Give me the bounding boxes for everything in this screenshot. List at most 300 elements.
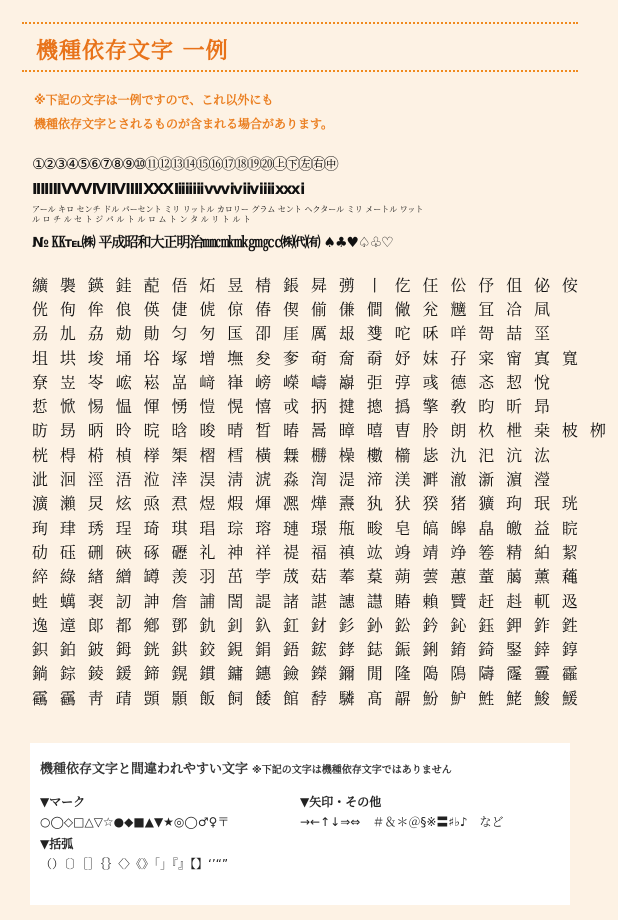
kanji-char: 鋿 — [32, 664, 49, 684]
kanji-char: 茁 — [227, 567, 244, 587]
kanji-char: 偀 — [143, 299, 160, 319]
kanji-char: 絈 — [534, 542, 551, 562]
kanji-char: 侚 — [59, 299, 76, 319]
kanji-char: 栁 — [589, 421, 606, 441]
kanji-char: 倞 — [227, 299, 244, 319]
kanji-char: 霳 — [506, 664, 523, 684]
kanji-char: 墲 — [227, 348, 244, 368]
kanji-char: 蕫 — [478, 567, 495, 587]
kanji-char: 埇 — [115, 348, 132, 368]
kanji-char: 枻 — [506, 421, 523, 441]
kanji-char: 叝 — [338, 324, 355, 344]
kanji-char: 偆 — [255, 299, 272, 319]
kanji-char: 渼 — [394, 470, 411, 490]
kanji-char: 贒 — [450, 591, 467, 611]
kanji-char: 﨤 — [561, 591, 578, 611]
kanji-char: 勛 — [143, 324, 160, 344]
kanji-char: 鈆 — [394, 615, 411, 635]
kanji-char: 峵 — [115, 372, 132, 392]
kanji-char: 銈 — [115, 275, 132, 295]
kanji-char: 譿 — [366, 591, 383, 611]
note-line-1: ※下記の文字は一例ですので、これ以外にも — [34, 93, 274, 107]
kanji-char: 凞 — [283, 494, 300, 514]
kanji-char: 嶸 — [283, 372, 300, 392]
kanji-char: 飼 — [227, 688, 244, 708]
kanji-char: 鉎 — [561, 615, 578, 635]
kanji-char: 鑈 — [338, 664, 355, 684]
kanji-char: 泚 — [32, 470, 49, 490]
mark-label: ▼マーク — [40, 795, 86, 809]
kanji-char: 鮻 — [534, 688, 551, 708]
kanji-char: 諶 — [310, 591, 327, 611]
kanji-char: 靏 — [59, 688, 76, 708]
kanji-char: 薰 — [534, 567, 551, 587]
kanji-char: 悊 — [32, 397, 49, 417]
kanji-char: 魵 — [422, 688, 439, 708]
kanji-char: 淲 — [255, 470, 272, 490]
kanji-char: 皜 — [422, 518, 439, 538]
kanji-char: 咊 — [422, 324, 439, 344]
kanji-char: 俉 — [171, 275, 188, 295]
kanji-char: 礰 — [171, 542, 188, 562]
kanji-char: 寘 — [534, 348, 551, 368]
kanji-char: 匇 — [199, 324, 216, 344]
kanji-char: 仡 — [394, 275, 411, 295]
kanji-char: 隝 — [450, 664, 467, 684]
kanji-char: 擎 — [422, 397, 439, 417]
mark-symbols: ○◯◇□△▽☆●◆■▲▼★◎◯♂♀〒 — [40, 815, 230, 829]
kanji-char: 馞 — [310, 688, 327, 708]
kanji-row — [32, 466, 572, 490]
kanji-row — [32, 685, 578, 709]
kanji-char: 惕 — [87, 397, 104, 417]
kanji-char: 橫 — [255, 445, 272, 465]
kanji-char: 赶 — [478, 591, 495, 611]
kanji-char: 昞 — [87, 421, 104, 441]
kanji-char: 硤 — [115, 542, 132, 562]
kanji-char: 昤 — [115, 421, 132, 441]
top-dotted-divider — [22, 22, 578, 24]
kanji-char: 鋙 — [283, 640, 300, 660]
kanji-char: 愠 — [115, 397, 132, 417]
kanji-char: 汯 — [534, 445, 551, 465]
kanji-char: 蘒 — [561, 567, 578, 587]
kanji-char: 晗 — [171, 421, 188, 441]
kanji-char: 昻 — [534, 397, 551, 417]
kanji-char: 鉧 — [115, 640, 132, 660]
kanji-char: 皦 — [506, 518, 523, 538]
kanji-char: 溿 — [422, 470, 439, 490]
kanji-char: 閒 — [366, 664, 383, 684]
kanji-char: 﨑 — [199, 372, 216, 392]
kanji-char: 纊 — [32, 275, 49, 295]
kanji-char: 錞 — [561, 640, 578, 660]
kanji-char: 侔 — [87, 299, 104, 319]
kanji-char: 鮱 — [506, 688, 523, 708]
kanji-char: 昉 — [32, 421, 49, 441]
arrow-label: ▼矢印・その他 — [300, 795, 382, 809]
kanji-char: 兤 — [450, 299, 467, 319]
kanji-char: 﨡 — [32, 591, 49, 611]
kanji-char: 俿 — [199, 299, 216, 319]
kanji-char: 淏 — [199, 470, 216, 490]
bracket-label: ▼括弧 — [40, 837, 74, 851]
kanji-row — [32, 321, 572, 345]
kanji-char: 櫢 — [366, 445, 383, 465]
kanji-char: 鈹 — [87, 640, 104, 660]
kanji-row — [32, 588, 578, 612]
kanji-char: 綷 — [32, 567, 49, 587]
kanji-char: 釚 — [199, 615, 216, 635]
kanji-char: 弴 — [394, 372, 411, 392]
kanji-row — [32, 539, 578, 563]
kanji-char: 喆 — [506, 324, 523, 344]
kanji-char: 兊 — [422, 299, 439, 319]
kanji-char: 悅 — [534, 372, 551, 392]
kanji-char: 煜 — [199, 494, 216, 514]
kanji-char: 靕 — [115, 688, 132, 708]
kanji-char: 祥 — [255, 542, 272, 562]
kanji-char: 諟 — [255, 591, 272, 611]
kanji-char: 珵 — [115, 518, 132, 538]
kanji-char: 琪 — [171, 518, 188, 538]
kanji-char: 崧 — [143, 372, 160, 392]
kanji-char: 寀 — [478, 348, 495, 368]
kanji-char: 橆 — [283, 445, 300, 465]
kanji-char: 曺 — [394, 421, 411, 441]
kanji-char: 夋 — [255, 348, 272, 368]
kanji-char: 冝 — [478, 299, 495, 319]
kanji-char: 髜 — [394, 688, 411, 708]
kanji-char: 皞 — [450, 518, 467, 538]
kanji-char: 餧 — [255, 688, 272, 708]
kanji-char: 晥 — [143, 421, 160, 441]
kanji-char: 劜 — [59, 324, 76, 344]
kanji-char: 丨 — [366, 275, 383, 295]
kanji-char: 荿 — [283, 567, 300, 587]
kanji-char: 奣 — [366, 348, 383, 368]
kanji-char: 甁 — [338, 518, 355, 538]
kanji-row — [32, 272, 578, 296]
kanji-char: 敎 — [450, 397, 467, 417]
kanji-char: 匤 — [227, 324, 244, 344]
kanji-char: 訷 — [143, 591, 160, 611]
kanji-char: 精 — [506, 542, 523, 562]
kanji-char: 﨓 — [87, 445, 104, 465]
kanji-char: 竫 — [450, 542, 467, 562]
kanji-char: 僴 — [366, 299, 383, 319]
kanji-char: 奝 — [338, 348, 355, 368]
kanji-row — [32, 636, 578, 660]
kanji-char: 劯 — [32, 542, 49, 562]
kanji-char: 湜 — [338, 470, 355, 490]
kanji-char: 巐 — [338, 372, 355, 392]
kanji-char: 隯 — [478, 664, 495, 684]
page-title: 機種依存文字 一例 — [36, 39, 229, 64]
kanji-char: 蕓 — [422, 567, 439, 587]
kanji-char: 岺 — [87, 372, 104, 392]
kanji-char: 瀨 — [59, 494, 76, 514]
kanji-char: 逸 — [32, 615, 49, 635]
kanji-char: 戓 — [283, 397, 300, 417]
kanji-char: 﨣 — [506, 591, 523, 611]
kanji-char: 鋠 — [394, 640, 411, 660]
kanji-char: 隆 — [394, 664, 411, 684]
kanji-char: 哿 — [478, 324, 495, 344]
kanji-char: 朎 — [422, 421, 439, 441]
kanji-char: 睆 — [561, 518, 578, 538]
kanji-char: 佖 — [534, 275, 551, 295]
kanji-char: 德 — [450, 372, 467, 392]
roman-numerals-line: ⅠⅡⅢⅣⅤⅥⅦⅧⅨⅩⅪⅰⅱⅲⅳⅴⅵⅶⅷⅸⅹⅺ — [32, 180, 304, 198]
kanji-char: 勀 — [115, 324, 132, 344]
kanji-char: 榘 — [171, 445, 188, 465]
kanji-char: 都 — [115, 615, 132, 635]
kanji-char: 鈐 — [422, 615, 439, 635]
kanji-char: 褜 — [59, 275, 76, 295]
kanji-char: 罇 — [143, 567, 160, 587]
kanji-char: 鍗 — [143, 664, 160, 684]
kanji-char: 桒 — [534, 421, 551, 441]
kanji-char: 昮 — [59, 421, 76, 441]
kanji-char: 竑 — [366, 542, 383, 562]
kanji-char: 咜 — [394, 324, 411, 344]
kanji-char: 朗 — [450, 421, 467, 441]
kanji-char: 羽 — [199, 567, 216, 587]
kanji-char: 仼 — [422, 275, 439, 295]
kanji-char: 猪 — [450, 494, 467, 514]
kanji-char: 棈 — [255, 275, 272, 295]
kanji-char: 洄 — [59, 470, 76, 490]
kanji-char: 劦 — [87, 324, 104, 344]
kanji-char: 﨏 — [143, 348, 160, 368]
kanji-char: 淼 — [283, 470, 300, 490]
kanji-char: 鉑 — [59, 640, 76, 660]
kanji-row — [32, 564, 578, 588]
kanji-char: 煇 — [255, 494, 272, 514]
kanji-char: 鋓 — [422, 640, 439, 660]
kanji-char: 鈺 — [478, 615, 495, 635]
misc-symbols-line: № ㏍℡㈱ 平成昭和大正明治㎜㎝㎞㎏㎎㏄㈱㈹㈲ ♠♣♥♤♧♡ — [32, 235, 393, 251]
kanji-char: 惲 — [143, 397, 160, 417]
kanji-char: 玽 — [506, 494, 523, 514]
kanji-char: 偂 — [310, 299, 327, 319]
kanji-char: 妺 — [422, 348, 439, 368]
kanji-row — [32, 369, 572, 393]
kanji-char: 銧 — [143, 640, 160, 660]
kanji-char: 礼 — [199, 542, 216, 562]
kanji-char: 緖 — [87, 567, 104, 587]
kanji-char: 汜 — [478, 445, 495, 465]
kanji-char: 珣 — [32, 518, 49, 538]
kanji-char: 氿 — [450, 445, 467, 465]
kanji-char: 綠 — [59, 567, 76, 587]
kanji-row — [32, 612, 578, 636]
kanji-char: 飯 — [199, 688, 216, 708]
kanji-char: 釭 — [283, 615, 300, 635]
kanji-char: 嵓 — [171, 372, 188, 392]
kanji-char: 珖 — [561, 494, 578, 514]
kanji-char: 﨟 — [506, 567, 523, 587]
kanji-char: 鏆 — [199, 664, 216, 684]
kanji-char: 垬 — [59, 348, 76, 368]
kanji-char: 伃 — [478, 275, 495, 295]
kanji-char: 皂 — [394, 518, 411, 538]
kanji-char: 砡 — [59, 542, 76, 562]
kanji-char: 硎 — [87, 542, 104, 562]
kanji-char: 揵 — [338, 397, 355, 417]
kanji-char: 鋹 — [283, 275, 300, 295]
kanji-char: 驎 — [338, 688, 355, 708]
kanji-char: 賰 — [394, 591, 411, 611]
kanji-char: 譓 — [338, 591, 355, 611]
kanji-char: 裵 — [87, 591, 104, 611]
kanji-char: 諸 — [283, 591, 300, 611]
kanji-row — [32, 296, 572, 320]
kanji-grid — [32, 272, 606, 709]
kanji-char: 蕙 — [450, 567, 467, 587]
kanji-char: 璟 — [310, 518, 327, 538]
kanji-char: 晳 — [255, 421, 272, 441]
kanji-char: 瑢 — [255, 518, 272, 538]
kanji-char: 愑 — [171, 397, 188, 417]
kanji-char: 琇 — [87, 518, 104, 538]
arrow-symbols: →←↑↓⇒⇔ ＃＆＊＠§※〓♯♭♪ など — [300, 815, 504, 829]
title-dotted-divider — [22, 70, 578, 72]
kanji-char: 愰 — [227, 397, 244, 417]
kanji-char: 鰀 — [561, 688, 578, 708]
kanji-char: 摠 — [366, 397, 383, 417]
kanji-row — [32, 345, 578, 369]
kanji-char: 釮 — [310, 615, 327, 635]
kanji-char: 益 — [534, 518, 551, 538]
kanji-char: 鉷 — [171, 640, 188, 660]
kanji-char: 魲 — [450, 688, 467, 708]
kanji-char: 刕 — [32, 324, 49, 344]
kanji-char: 鈼 — [534, 615, 551, 635]
kanji-char: 厲 — [310, 324, 327, 344]
kanji-char: 鉀 — [506, 615, 523, 635]
kanji-char: 靍 — [32, 688, 49, 708]
kanji-char: 伹 — [506, 275, 523, 295]
kanji-char: 瀅 — [534, 470, 551, 490]
kanji-char: 燾 — [338, 494, 355, 514]
kanji-char: 抦 — [310, 397, 327, 417]
kanji-char: 菶 — [338, 567, 355, 587]
kanji-char: 愷 — [199, 397, 216, 417]
note-line-2: 機種依存文字とされるものが含まれる場合があります。 — [34, 117, 334, 131]
kanji-char: 錡 — [478, 640, 495, 660]
kanji-char: 禛 — [338, 542, 355, 562]
kanji-char: 憘 — [255, 397, 272, 417]
kanji-char: 猤 — [422, 494, 439, 514]
kanji-char: 蠇 — [59, 591, 76, 611]
kanji-char: 釥 — [366, 615, 383, 635]
kanji-char: 昕 — [506, 397, 523, 417]
kanji-char: 犱 — [366, 494, 383, 514]
kanji-char: 晙 — [199, 421, 216, 441]
kanji-char: 沆 — [506, 445, 523, 465]
kanji-char: 浯 — [115, 470, 132, 490]
kanji-char: 錥 — [450, 640, 467, 660]
kanji-char: 炻 — [199, 275, 216, 295]
similar-characters-box — [30, 743, 570, 905]
kanji-char: 煆 — [227, 494, 244, 514]
kanji-char: 炅 — [87, 494, 104, 514]
kanji-char: 傔 — [338, 299, 355, 319]
kanji-char: 樰 — [227, 445, 244, 465]
kanji-char: 璉 — [283, 518, 300, 538]
kanji-char: 鋻 — [506, 640, 523, 660]
kanji-char: 瀇 — [32, 494, 49, 514]
kanji-char: 槢 — [199, 445, 216, 465]
kanji-char: 遧 — [59, 615, 76, 635]
kanji-char: 曻 — [310, 275, 327, 295]
kanji-char: 杦 — [478, 421, 495, 441]
kanji-char: 俍 — [115, 299, 132, 319]
kanji-char: 橾 — [338, 445, 355, 465]
kanji-char: 暿 — [366, 421, 383, 441]
kanji-char: 鮏 — [478, 688, 495, 708]
kanji-char: 﨎 — [366, 324, 383, 344]
kanji-char: 渹 — [310, 470, 327, 490]
kanji-char: 禔 — [283, 542, 300, 562]
kanji-char: 竧 — [394, 542, 411, 562]
kanji-char: 桄 — [32, 445, 49, 465]
kanji-char: 凬 — [534, 299, 551, 319]
kanji-char: 羡 — [171, 567, 188, 587]
kanji-char: 伀 — [450, 275, 467, 295]
kanji-char: 澈 — [450, 470, 467, 490]
kanji-char: 葈 — [366, 567, 383, 587]
kanji-char: 鏞 — [227, 664, 244, 684]
kanji-char: 福 — [310, 542, 327, 562]
kanji-char: 塚 — [171, 348, 188, 368]
kanji-char: 訒 — [115, 591, 132, 611]
kanji-char: 嵂 — [227, 372, 244, 392]
kanji-row — [32, 491, 578, 515]
kanji-char: 﨩 — [422, 664, 439, 684]
kanji-char: 咩 — [450, 324, 467, 344]
kanji-char: 侊 — [32, 299, 49, 319]
kanji-char: 焄 — [171, 494, 188, 514]
kanji-char: 昱 — [227, 275, 244, 295]
kanji-char: 孖 — [450, 348, 467, 368]
kanji-char: 甯 — [506, 348, 523, 368]
kanji-char: 釤 — [338, 615, 355, 635]
box-title-text: 機種依存文字と間違われやすい文字 — [40, 762, 249, 777]
kanji-char: 鍰 — [115, 664, 132, 684]
kanji-char: 偰 — [283, 299, 300, 319]
kanji-char: 顥 — [171, 688, 188, 708]
kanji-char: 撝 — [394, 397, 411, 417]
kanji-char: 神 — [227, 542, 244, 562]
kanji-char: 鐱 — [283, 664, 300, 684]
kanji-char: 晴 — [227, 421, 244, 441]
kanji-row — [32, 442, 572, 466]
kanji-char: 暲 — [338, 421, 355, 441]
kanji-char: 橳 — [310, 445, 327, 465]
kanji-row — [32, 661, 578, 685]
kanji-char: 琮 — [227, 518, 244, 538]
kanji-char: 誧 — [199, 591, 216, 611]
kanji-char: 弡 — [366, 372, 383, 392]
kanji-char: 荢 — [255, 567, 272, 587]
kanji-char: 奛 — [310, 348, 327, 368]
kanji-char: 暠 — [310, 421, 327, 441]
kanji-char: 倢 — [171, 299, 188, 319]
kanji-char: 蒴 — [394, 567, 411, 587]
